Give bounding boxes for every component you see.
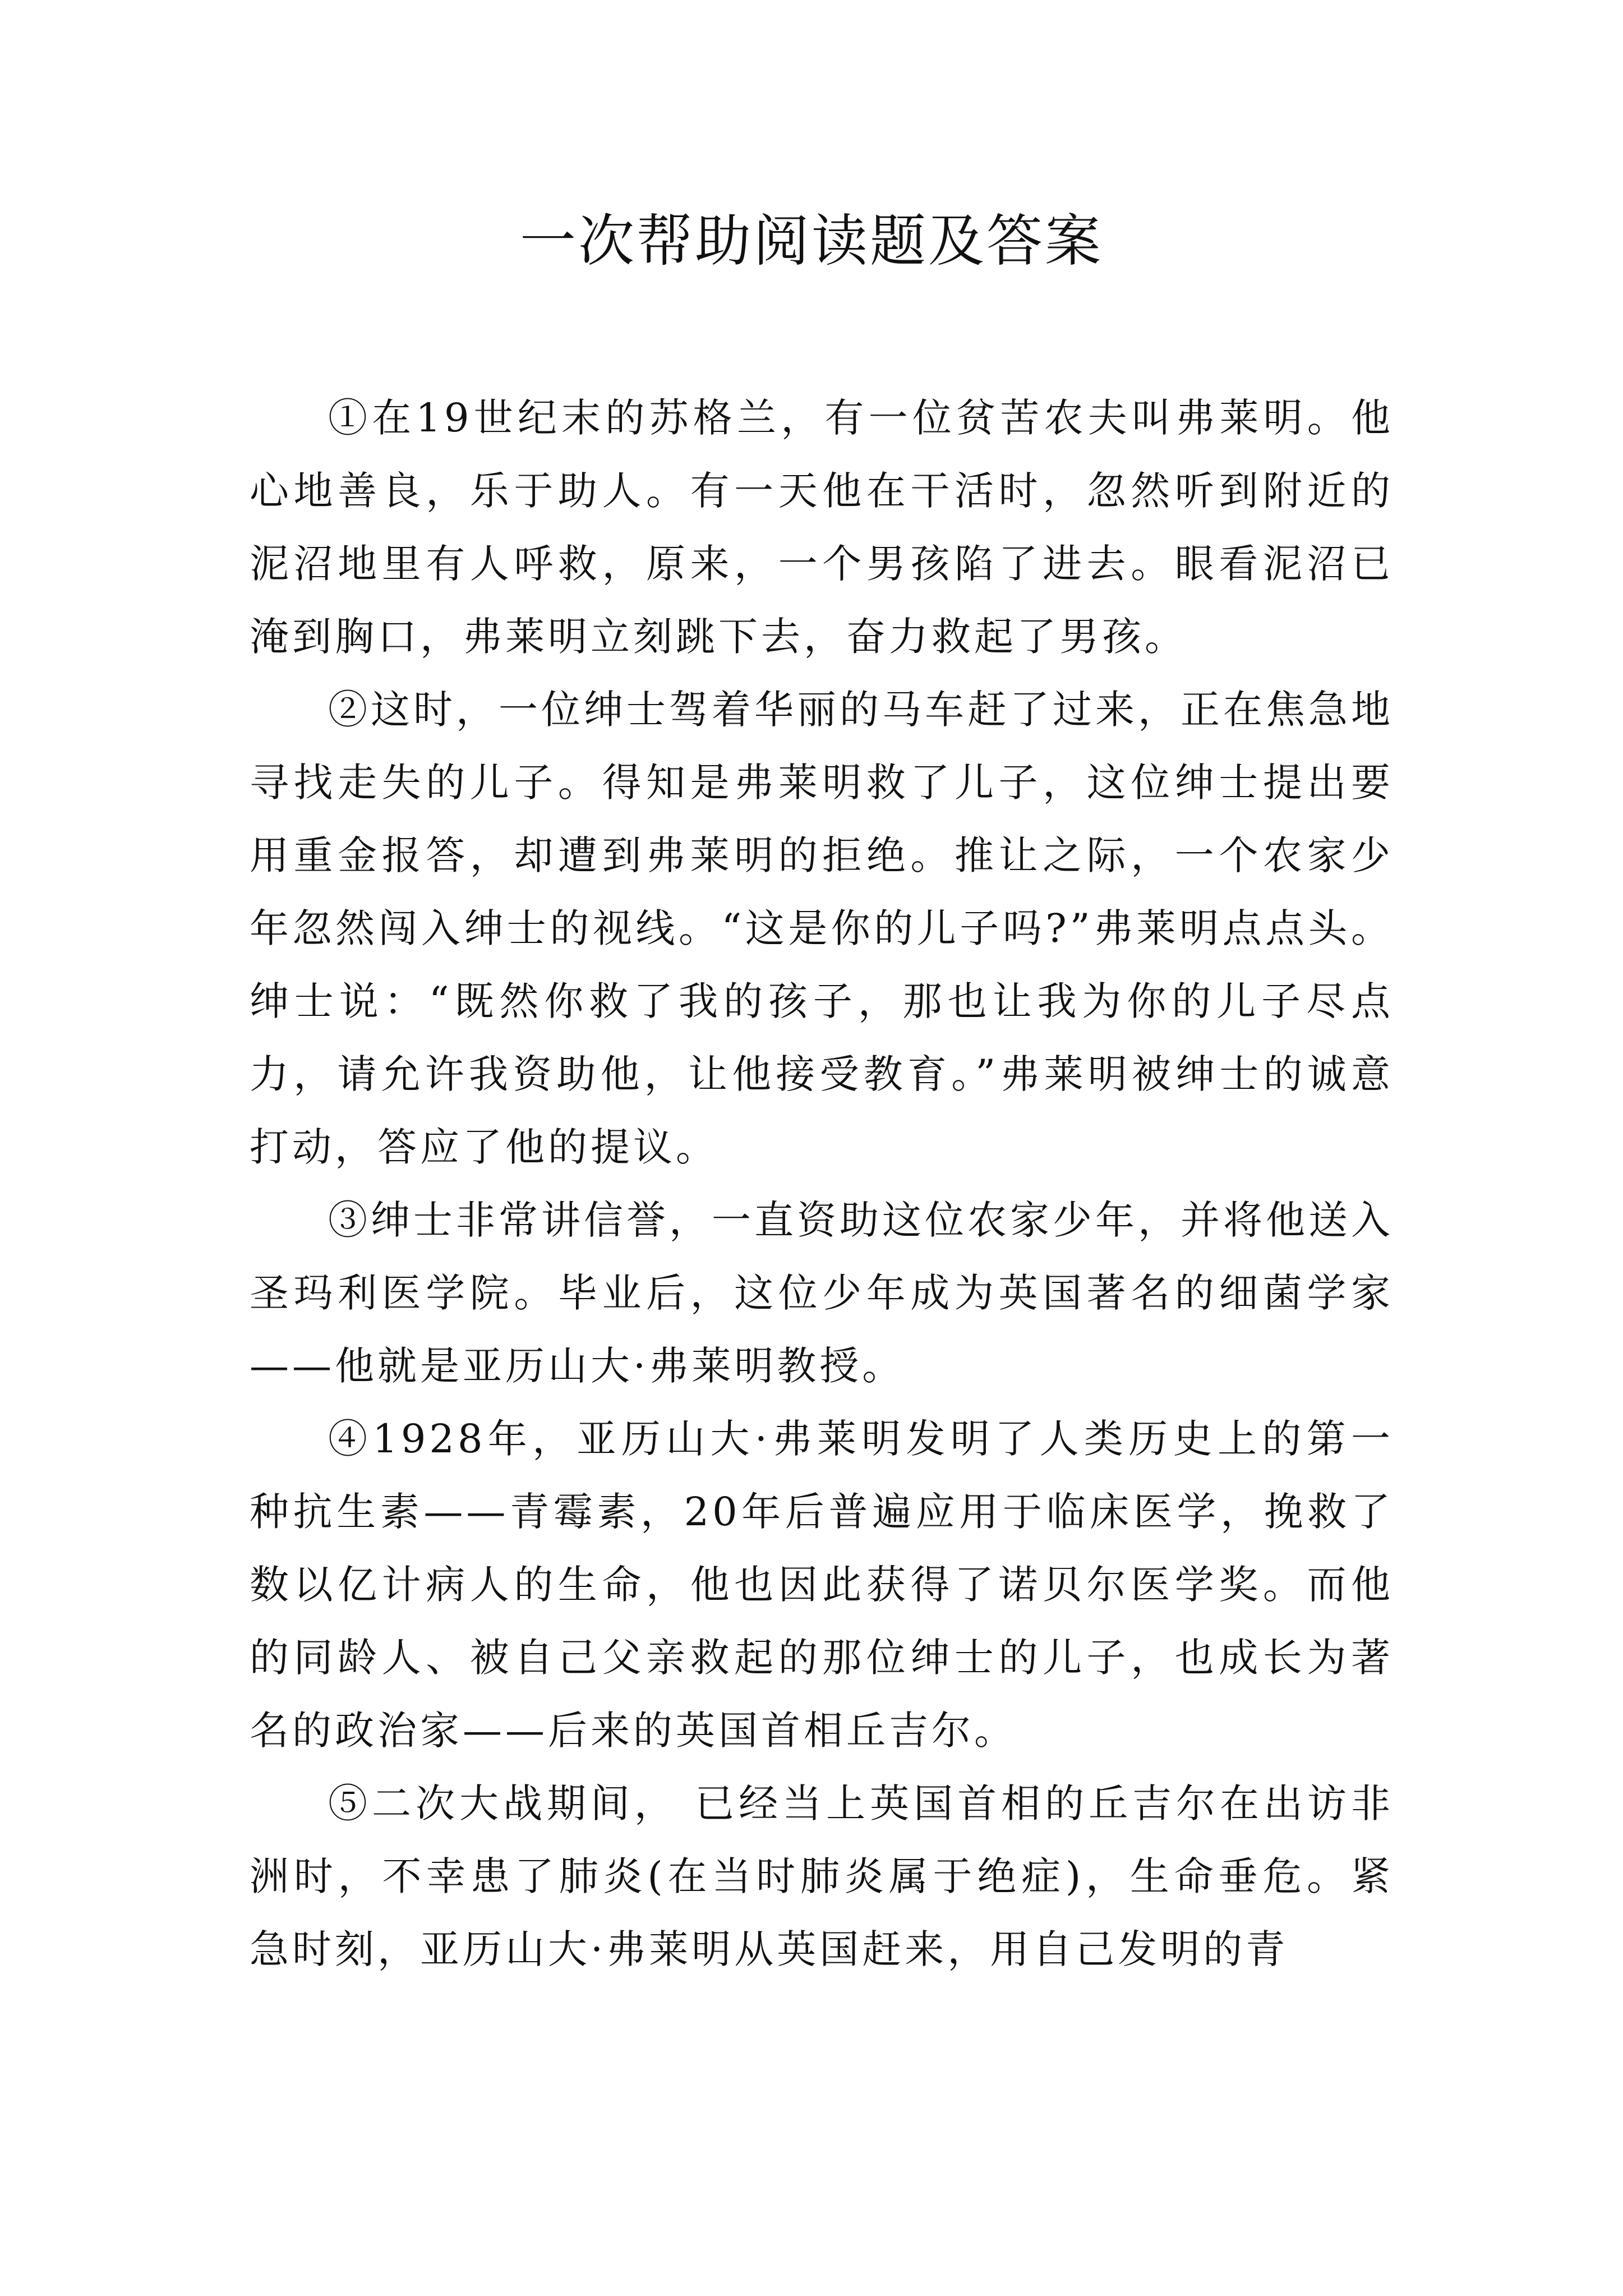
- paragraph-5: ⑤二次大战期间， 已经当上英国首相的丘吉尔在出访非洲时，不幸患了肺炎(在当时肺炎属于绝症)，生命垂危。紧急时刻，亚历山大·弗莱明从英国赶来，用自己发明的青: [250, 1780, 1394, 1972]
- paragraph-1: ①在19世纪末的苏格兰，有一位贫苦农夫叫弗莱明。他心地善良，乐于助人。有一天他在干活时，忽然听到附近的泥沼地里有人呼救，原来，一个男孩陷了进去。眼看泥沼已淹到胸口，弗莱明立刻跳下去，奋力救起了男孩。: [250, 395, 1394, 660]
- document-title: 一次帮助阅读题及答案: [520, 208, 1103, 274]
- document-body: [250, 381, 1394, 1986]
- paragraph-2: ②这时，一位绅士驾着华丽的马车赶了过来，正在焦急地寻找走失的儿子。得知是弗莱明救了儿子，这位绅士提出要用重金报答，却遭到弗莱明的拒绝。推让之际，一个农家少年忽然闯入绅士的视线。“这是你的儿子吗?”弗莱明点点头。绅士说：“既然你救了我的孩子，那也让我为你的儿子尽点力，请允许我资助他，让他接受教育。”弗莱明被绅士的诚意打动，答应了他的提议。: [250, 687, 1394, 1170]
- paragraph-3: ③绅士非常讲信誉，一直资助这位农家少年，并将他送入圣玛利医学院。毕业后，这位少年成为英国著名的细菌学家——他就是亚历山大·弗莱明教授。: [250, 1197, 1394, 1389]
- paragraph-4: ④1928年，亚历山大·弗莱明发明了人类历史上的第一种抗生素——青霉素，20年后普遍应用于临床医学，挽救了数以亿计病人的生命，他也因此获得了诺贝尔医学奖。而他的同龄人、被自己父亲救起的那位绅士的儿子，也成长为著名的政治家——后来的英国首相丘吉尔。: [250, 1416, 1394, 1754]
